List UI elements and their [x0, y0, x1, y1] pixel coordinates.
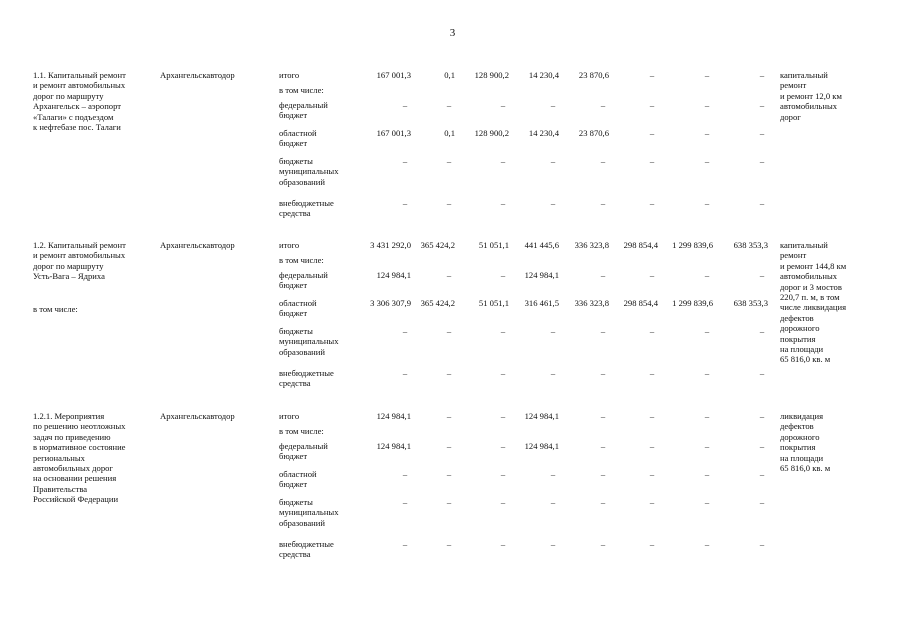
- amount-cell: 167 001,3: [376, 70, 411, 80]
- amount-cell: –: [759, 441, 765, 451]
- amount-cell: –: [446, 100, 452, 110]
- amount-cell: –: [759, 270, 765, 280]
- funding-source-label: областной бюджет: [279, 128, 317, 149]
- amount-cell: –: [446, 497, 452, 507]
- amount-cell: –: [600, 411, 606, 421]
- amount-cell: –: [704, 270, 710, 280]
- amount-cell: –: [649, 326, 655, 336]
- funding-source-label: областной бюджет: [279, 298, 317, 319]
- amount-cell: –: [446, 270, 452, 280]
- funding-source-label: внебюджетные средства: [279, 198, 334, 219]
- funding-source-label: внебюджетные средства: [279, 539, 334, 560]
- amount-cell: 3 431 292,0: [370, 240, 411, 250]
- amount-cell: 298 854,4: [623, 240, 658, 250]
- amount-cell: 51 051,1: [478, 298, 509, 308]
- amount-cell: –: [500, 270, 506, 280]
- funding-source-label: итого: [279, 240, 300, 250]
- amount-cell: –: [759, 70, 765, 80]
- amount-cell: –: [704, 156, 710, 166]
- amount-cell: 1 299 839,6: [672, 298, 713, 308]
- amount-cell: 638 353,3: [733, 240, 768, 250]
- amount-cell: –: [649, 128, 655, 138]
- amount-cell: 336 323,8: [574, 240, 609, 250]
- amount-cell: –: [759, 326, 765, 336]
- executor: Архангельскавтодор: [160, 411, 235, 421]
- amount-cell: –: [500, 411, 506, 421]
- amount-cell: –: [649, 198, 655, 208]
- amount-cell: 336 323,8: [574, 298, 609, 308]
- section-title: 1.1. Капитальный ремонт и ремонт автомобильных дорог по маршруту Архангельск – аэропорт «Талаги» с подъездом к нефтебазе пос. Талаги: [33, 70, 126, 133]
- amount-cell: –: [649, 539, 655, 549]
- amount-cell: –: [704, 441, 710, 451]
- amount-cell: –: [649, 411, 655, 421]
- amount-cell: –: [759, 128, 765, 138]
- amount-cell: –: [402, 156, 408, 166]
- amount-cell: 124 984,1: [376, 270, 411, 280]
- amount-cell: –: [500, 539, 506, 549]
- funding-source-label: областной бюджет: [279, 469, 317, 490]
- amount-cell: 298 854,4: [623, 298, 658, 308]
- amount-cell: 1 299 839,6: [672, 240, 713, 250]
- amount-cell: 128 900,2: [474, 70, 509, 80]
- amount-cell: –: [704, 539, 710, 549]
- amount-cell: –: [759, 156, 765, 166]
- amount-cell: –: [600, 368, 606, 378]
- page-number: 3: [449, 27, 456, 39]
- amount-cell: –: [446, 411, 452, 421]
- amount-cell: 3 306 307,9: [370, 298, 411, 308]
- amount-cell: 0,1: [444, 70, 455, 80]
- funding-source-label: внебюджетные средства: [279, 368, 334, 389]
- amount-cell: –: [500, 198, 506, 208]
- amount-cell: –: [704, 497, 710, 507]
- amount-cell: –: [402, 469, 408, 479]
- amount-cell: –: [446, 198, 452, 208]
- amount-cell: –: [649, 441, 655, 451]
- amount-cell: –: [550, 326, 556, 336]
- amount-cell: 14 230,4: [528, 128, 559, 138]
- funding-source-label: в том числе:: [279, 426, 324, 436]
- amount-cell: 441 445,6: [524, 240, 559, 250]
- amount-cell: –: [402, 100, 408, 110]
- amount-cell: 124 984,1: [524, 270, 559, 280]
- amount-cell: –: [600, 441, 606, 451]
- amount-cell: –: [500, 156, 506, 166]
- funding-source-label: итого: [279, 411, 300, 421]
- amount-cell: –: [759, 497, 765, 507]
- amount-cell: –: [704, 70, 710, 80]
- amount-cell: –: [704, 100, 710, 110]
- amount-cell: 124 984,1: [524, 441, 559, 451]
- amount-cell: –: [759, 198, 765, 208]
- amount-cell: 124 984,1: [524, 411, 559, 421]
- amount-cell: –: [649, 100, 655, 110]
- amount-cell: –: [649, 70, 655, 80]
- amount-cell: –: [649, 368, 655, 378]
- amount-cell: –: [600, 156, 606, 166]
- amount-cell: –: [500, 497, 506, 507]
- amount-cell: 638 353,3: [733, 298, 768, 308]
- funding-source-label: в том числе:: [279, 255, 324, 265]
- amount-cell: –: [550, 100, 556, 110]
- executor: Архангельскавтодор: [160, 70, 235, 80]
- amount-cell: 14 230,4: [528, 70, 559, 80]
- amount-cell: –: [402, 326, 408, 336]
- executor: Архангельскавтодор: [160, 240, 235, 250]
- amount-cell: –: [550, 469, 556, 479]
- amount-cell: 51 051,1: [478, 240, 509, 250]
- amount-cell: –: [550, 198, 556, 208]
- amount-cell: –: [600, 198, 606, 208]
- amount-cell: –: [500, 469, 506, 479]
- amount-cell: 167 001,3: [376, 128, 411, 138]
- amount-cell: 0,1: [444, 128, 455, 138]
- amount-cell: –: [402, 368, 408, 378]
- amount-cell: –: [500, 100, 506, 110]
- amount-cell: –: [704, 128, 710, 138]
- amount-cell: –: [402, 198, 408, 208]
- amount-cell: –: [500, 368, 506, 378]
- amount-cell: 23 870,6: [578, 128, 609, 138]
- amount-cell: –: [600, 469, 606, 479]
- expected-result: капитальный ремонт и ремонт 12,0 км автомобильных дорог: [780, 70, 842, 122]
- amount-cell: 124 984,1: [376, 411, 411, 421]
- amount-cell: –: [759, 368, 765, 378]
- amount-cell: –: [649, 469, 655, 479]
- amount-cell: –: [446, 469, 452, 479]
- amount-cell: –: [550, 156, 556, 166]
- funding-source-label: в том числе:: [279, 85, 324, 95]
- amount-cell: –: [759, 539, 765, 549]
- amount-cell: –: [600, 100, 606, 110]
- amount-cell: –: [446, 441, 452, 451]
- amount-cell: 316 461,5: [524, 298, 559, 308]
- amount-cell: –: [402, 497, 408, 507]
- amount-cell: –: [704, 326, 710, 336]
- amount-cell: –: [550, 368, 556, 378]
- amount-cell: 365 424,2: [420, 298, 455, 308]
- amount-cell: –: [600, 497, 606, 507]
- amount-cell: –: [446, 539, 452, 549]
- funding-source-label: итого: [279, 70, 300, 80]
- amount-cell: –: [704, 368, 710, 378]
- amount-cell: –: [704, 198, 710, 208]
- amount-cell: 124 984,1: [376, 441, 411, 451]
- amount-cell: –: [649, 497, 655, 507]
- section-title: 1.2.1. Мероприятия по решению неотложных задач по приведению в нормативное состояние региональных автомобильных дорог на основании решения Правительства Российской Федерации: [33, 411, 126, 505]
- amount-cell: –: [446, 368, 452, 378]
- amount-cell: –: [402, 539, 408, 549]
- amount-cell: –: [446, 156, 452, 166]
- amount-cell: –: [759, 100, 765, 110]
- amount-cell: –: [600, 270, 606, 280]
- amount-cell: –: [446, 326, 452, 336]
- expected-result: ликвидация дефектов дорожного покрытия на площади 65 816,0 кв. м: [780, 411, 831, 474]
- amount-cell: 365 424,2: [420, 240, 455, 250]
- amount-cell: 23 870,6: [578, 70, 609, 80]
- amount-cell: –: [649, 156, 655, 166]
- section-subtitle: в том числе:: [33, 304, 78, 314]
- funding-source-label: бюджеты муниципальных образований: [279, 497, 339, 528]
- amount-cell: –: [600, 539, 606, 549]
- amount-cell: –: [649, 270, 655, 280]
- amount-cell: –: [759, 469, 765, 479]
- amount-cell: –: [704, 469, 710, 479]
- funding-source-label: федеральный бюджет: [279, 441, 328, 462]
- funding-source-label: федеральный бюджет: [279, 270, 328, 291]
- amount-cell: –: [550, 539, 556, 549]
- amount-cell: –: [550, 497, 556, 507]
- amount-cell: –: [759, 411, 765, 421]
- amount-cell: 128 900,2: [474, 128, 509, 138]
- amount-cell: –: [500, 326, 506, 336]
- section-title: 1.2. Капитальный ремонт и ремонт автомобильных дорог по маршруту Усть-Вага – Ядриха: [33, 240, 126, 282]
- funding-source-label: бюджеты муниципальных образований: [279, 326, 339, 357]
- amount-cell: –: [600, 326, 606, 336]
- amount-cell: –: [500, 441, 506, 451]
- funding-source-label: федеральный бюджет: [279, 100, 328, 121]
- amount-cell: –: [704, 411, 710, 421]
- expected-result: капитальный ремонт и ремонт 144,8 км автомобильных дорог и 3 мостов 220,7 п. м, в том числе ликвидация дефектов дорожного покрытия на площади 65 816,0 кв. м: [780, 240, 847, 365]
- funding-source-label: бюджеты муниципальных образований: [279, 156, 339, 187]
